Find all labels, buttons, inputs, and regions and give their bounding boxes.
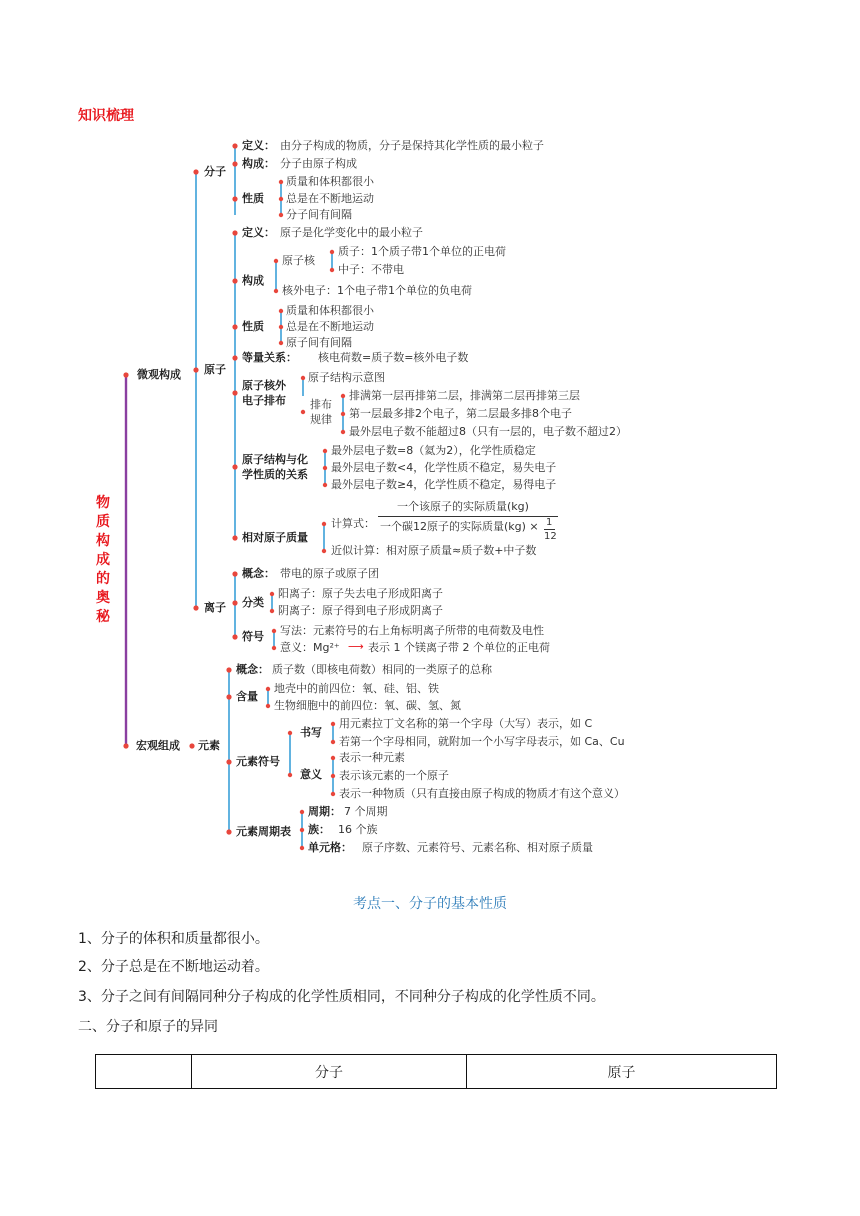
group: 16 个族: [338, 823, 378, 836]
bio: 生物细胞中的前四位：氧、碳、氢、氮: [274, 699, 461, 712]
molecule-label: 分子: [204, 165, 226, 178]
crust: 地壳中的前四位：氧、硅、铝、铁: [274, 682, 439, 695]
rel: 最外层电子数=8（氦为2），化学性质稳定: [331, 444, 536, 457]
ion-label: 离子: [204, 601, 226, 614]
el-content-label: 含量: [236, 690, 258, 703]
mol-def-label: 定义：: [242, 139, 275, 152]
el-write-label: 书写: [300, 726, 322, 739]
rel-label: 原子结构与化: [242, 453, 308, 466]
section2-title: 二、分子和原子的异同: [78, 1019, 218, 1035]
comparison-table: [95, 1054, 777, 1089]
point: 2、分子总是在不断地运动着。: [78, 959, 269, 975]
rule: 最外层电子数不能超过8（只有一层的，电子数不超过2）: [349, 425, 627, 438]
root-label: 物质构成的奥秘: [96, 495, 110, 625]
mol-prop: 质量和体积都很小: [286, 175, 374, 188]
mol-comp: 分子由原子构成: [280, 157, 357, 170]
mol-prop-label: 性质: [242, 192, 264, 205]
el-mean-label: 意义: [300, 768, 322, 781]
atom-prop: 原子间有间隔: [286, 336, 352, 349]
mol-def: 由分子构成的物质，分子是保持其化学性质的最小粒子: [280, 139, 544, 152]
rule: 第一层最多排2个电子，第二层最多排8个电子: [349, 407, 572, 420]
fraction-line: [378, 516, 558, 517]
group-label: 族：: [308, 823, 330, 836]
ion-concept: 带电的原子或原子团: [280, 567, 379, 580]
el-write: 若第一个字母相同，就附加一个小写字母表示，如 Ca、Cu: [339, 735, 625, 748]
eq-label: 等量关系：: [242, 351, 297, 364]
atom-comp-label: 构成: [242, 274, 264, 287]
approx: 近似计算：相对原子质量≈质子数+中子数: [331, 544, 537, 557]
rel-label: 学性质的关系: [242, 468, 308, 481]
table-header-cell: 原子: [467, 1055, 777, 1089]
frac-d: 12: [544, 531, 557, 542]
mol-prop: 分子间有间隔: [286, 208, 352, 221]
arr-diagram: 原子结构示意图: [308, 371, 385, 384]
rule-label: 规律: [310, 413, 332, 426]
rule: 排满第一层再排第二层，排满第二层再排第三层: [349, 389, 580, 402]
ion-class-label: 分类: [242, 596, 264, 609]
proton: 质子：1个质子带1个单位的正电荷: [338, 245, 506, 258]
calc-label: 计算式：: [331, 517, 375, 530]
calc-denominator: 一个碳12原子的实际质量(kg) ×: [380, 520, 539, 533]
arrow-icon: ⟶: [348, 640, 364, 653]
atom-prop-label: 性质: [242, 320, 264, 333]
rule-label: 排布: [310, 398, 332, 411]
neutron: 中子：不带电: [338, 263, 404, 276]
el-mean: 表示一种物质（只有直接由原子构成的物质才有这个意义）: [339, 787, 625, 800]
cell-label: 单元格：: [308, 841, 352, 854]
point: 1、分子的体积和质量都很小。: [78, 931, 269, 947]
el-table-label: 元素周期表: [236, 825, 291, 838]
atom-label: 原子: [204, 363, 226, 376]
section-heading: 知识梳理: [78, 108, 134, 124]
atom-prop: 总是在不断地运动: [286, 320, 374, 333]
rel: 最外层电子数<4，化学性质不稳定，易失电子: [331, 461, 557, 474]
calc-numerator: 一个该原子的实际质量(kg): [397, 500, 529, 513]
arr-label: 电子排布: [242, 394, 286, 407]
period-label: 周期：: [308, 805, 341, 818]
el-write: 用元素拉丁文名称的第一个字母（大写）表示，如 C: [339, 717, 593, 730]
arr-label: 原子核外: [242, 379, 286, 392]
macro-label: 宏观组成: [136, 739, 180, 752]
el-sym-label: 元素符号: [236, 755, 280, 768]
ion-write: 写法：元素符号的右上角标明离子所带的电荷数及电性: [280, 624, 544, 637]
table-row: [96, 1055, 777, 1089]
ion-concept-label: 概念：: [242, 567, 275, 580]
atom-def-label: 定义：: [242, 226, 275, 239]
eq: 核电荷数=质子数=核外电子数: [318, 351, 469, 364]
el-mean: 表示该元素的一个原子: [339, 769, 449, 782]
element-label: 元素: [198, 739, 220, 752]
anion: 阴离子：原子得到电子形成阴离子: [278, 604, 443, 617]
micro-label: 微观构成: [137, 368, 181, 381]
atom-def: 原子是化学变化中的最小粒子: [280, 226, 423, 239]
ion-meaning-prefix: 意义：Mg²⁺: [280, 641, 340, 654]
cell: 原子序数、元素符号、元素名称、相对原子质量: [362, 841, 593, 854]
el-concept-label: 概念：: [236, 663, 269, 676]
electron: 核外电子：1个电子带1个单位的负电荷: [282, 284, 472, 297]
rel: 最外层电子数≥4，化学性质不稳定，易得电子: [331, 478, 557, 491]
frac-n: 1: [546, 517, 553, 528]
nucleus-label: 原子核: [282, 254, 315, 267]
el-mean: 表示一种元素: [339, 751, 405, 764]
point: 3、分子之间有间隔同种分子构成的化学性质相同，不同种分子构成的化学性质不同。: [78, 989, 605, 1005]
table-header-cell: [96, 1055, 192, 1089]
mass-label: 相对原子质量: [242, 531, 308, 544]
table-header-cell: 分子: [192, 1055, 467, 1089]
ion-meaning: 表示 1 个镁离子带 2 个单位的正电荷: [368, 641, 550, 654]
mol-prop: 总是在不断地运动: [286, 192, 374, 205]
period: 7 个周期: [344, 805, 388, 818]
section-title: 考点一、分子的基本性质: [353, 896, 507, 912]
cation: 阳离子：原子失去电子形成阳离子: [278, 587, 443, 600]
atom-prop: 质量和体积都很小: [286, 304, 374, 317]
ion-sym-label: 符号: [242, 630, 264, 643]
mol-comp-label: 构成：: [242, 157, 275, 170]
el-concept: 质子数（即核电荷数）相同的一类原子的总称: [272, 663, 492, 676]
